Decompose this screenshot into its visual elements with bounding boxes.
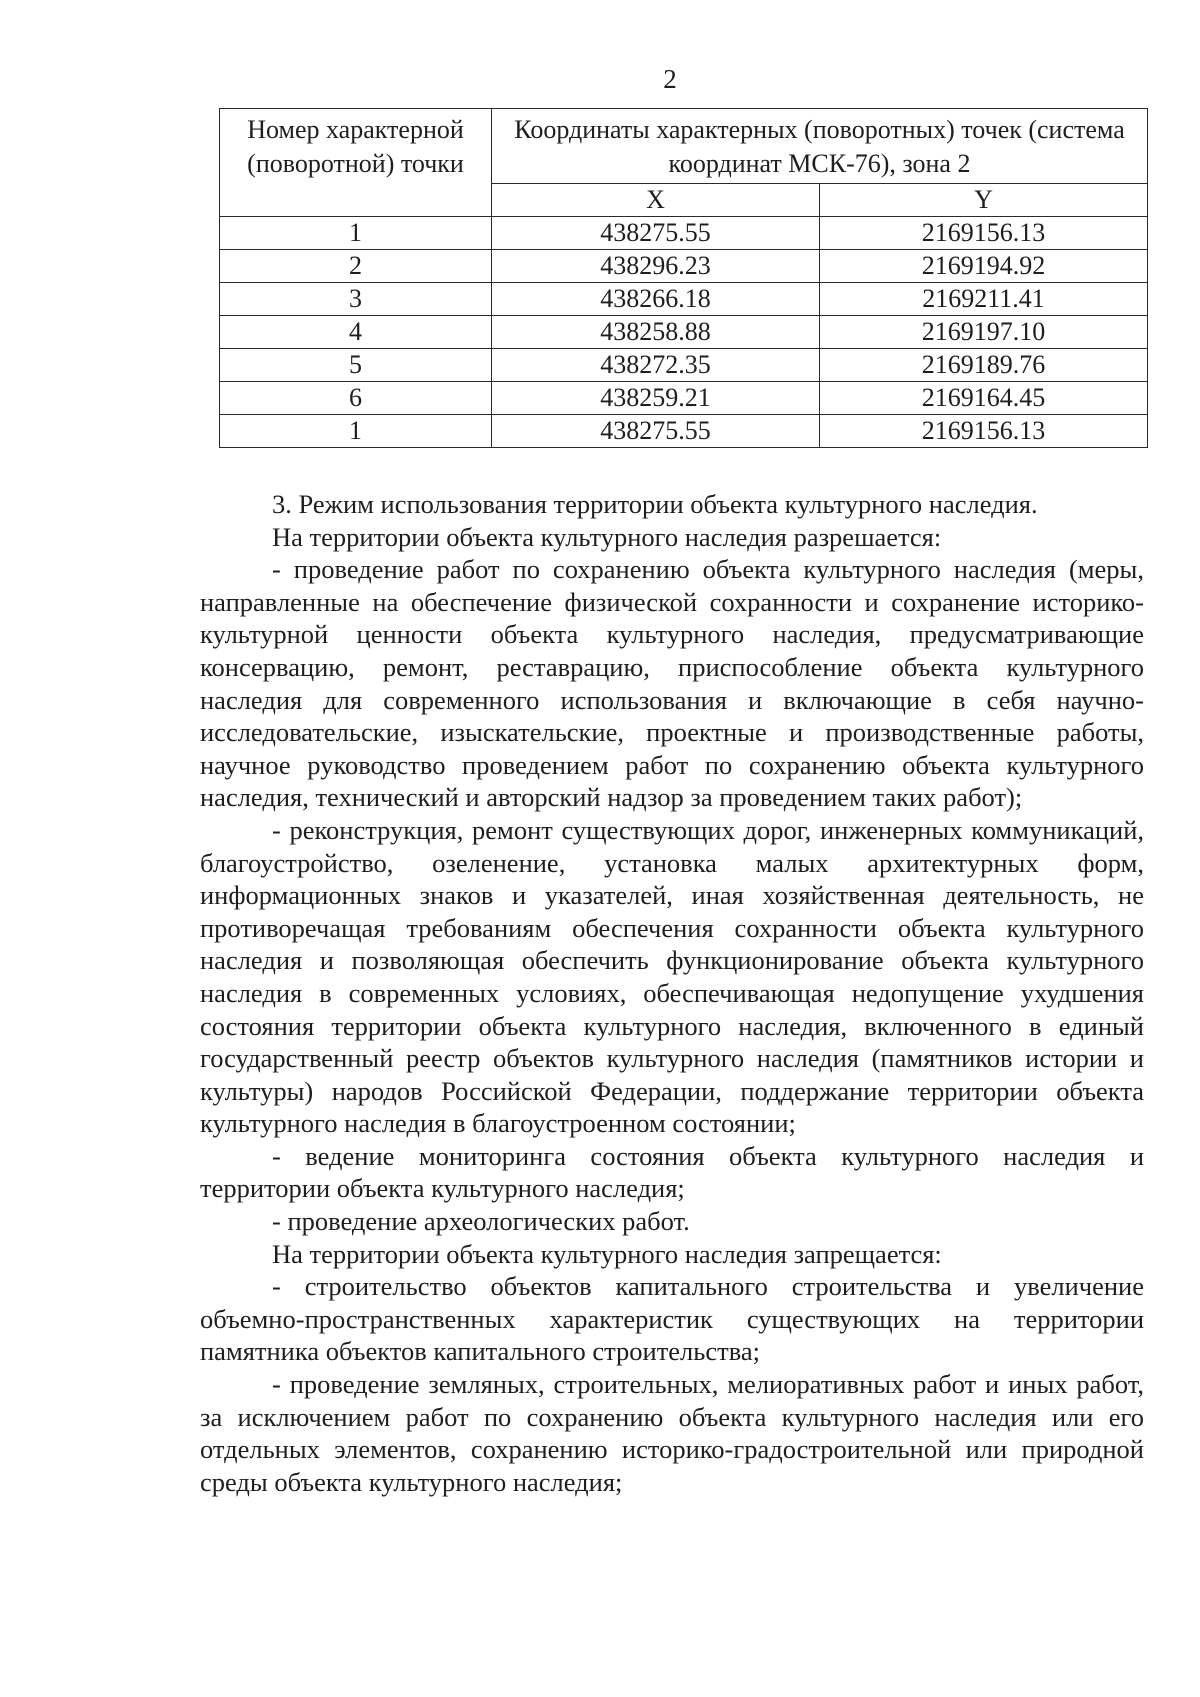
prohibited-intro: На территории объекта культурного наследия запрещается:	[272, 1238, 942, 1269]
coord-x: 438259.21	[492, 382, 820, 415]
coord-x: 438272.35	[492, 349, 820, 382]
page-number: 2	[663, 64, 677, 94]
point-number: 6	[220, 382, 492, 415]
table-row	[220, 415, 1148, 448]
table-row	[220, 217, 1148, 250]
allowed-item: - проведение археологических работ.	[272, 1206, 690, 1237]
coord-y: 2169189.76	[820, 349, 1148, 382]
point-number: 2	[220, 250, 492, 283]
header-y: Y	[820, 184, 1148, 217]
coord-x: 438275.55	[492, 217, 820, 250]
coord-x: 438275.55	[492, 415, 820, 448]
section-heading: 3. Режим использования территории объекта культурного наследия.	[272, 489, 1038, 519]
point-number: 1	[220, 415, 492, 448]
coord-y: 2169197.10	[820, 316, 1148, 349]
table-row	[220, 250, 1148, 283]
prohibited-item: - проведение земляных, строительных, мелиоративных работ и иных работ, за исключением работ по сохранению объекта культурного наследия или его отдельных элементов, сохранению историко-градостроительной или природной среды объекта культурного наследия;	[200, 1369, 1144, 1497]
allowed-item: - ведение мониторинга состояния объекта культурного наследия и территории объекта культурного наследия;	[200, 1140, 1144, 1204]
table-row	[220, 349, 1148, 382]
coord-y: 2169156.13	[820, 217, 1148, 250]
table-row	[220, 382, 1148, 415]
header-x: X	[492, 184, 820, 217]
coord-x: 438258.88	[492, 316, 820, 349]
coordinates-table	[219, 108, 1148, 448]
header-coordinates: Координаты характерных (поворотных) точек (система координат МСК-76), зона 2	[492, 109, 1148, 184]
header-point-number: Номер характерной (поворотной) точки	[220, 109, 492, 217]
prohibited-item: - строительство объектов капитального строительства и увеличение объемно-пространственных характеристик существующих на территории памятника объектов капитального строительства;	[200, 1271, 1144, 1367]
point-number: 4	[220, 316, 492, 349]
coord-y: 2169211.41	[820, 283, 1148, 316]
table-header-row	[220, 109, 1148, 184]
allowed-item: - реконструкция, ремонт существующих дорог, инженерных коммуникаций, благоустройство, озеленение, установка малых архитектурных форм, информационных знаков и указателей, иная хозяйственная деятельность, не противоречащая требованиям обеспечения сохранности объекта культурного наследия и позволяющая обеспечить функционирование объекта культурного наследия в современных условиях, обеспечивающая недопущение ухудшения состояния территории объекта культурного наследия, включенного в единый государственный реестр объектов культурного наследия (памятников истории и культуры) народов Российской Федерации, поддержание территории объекта культурного наследия в благоустроенном состоянии;	[200, 814, 1144, 1139]
coord-y: 2169156.13	[820, 415, 1148, 448]
point-number: 3	[220, 283, 492, 316]
coord-y: 2169164.45	[820, 382, 1148, 415]
document-body	[200, 488, 1144, 1498]
point-number: 1	[220, 217, 492, 250]
allowed-intro: На территории объекта культурного наследия разрешается:	[272, 521, 942, 552]
coord-x: 438266.18	[492, 283, 820, 316]
coord-x: 438296.23	[492, 250, 820, 283]
point-number: 5	[220, 349, 492, 382]
table-row	[220, 283, 1148, 316]
allowed-item: - проведение работ по сохранению объекта культурного наследия (меры, направленные на обеспечение физической сохранности и сохранение историко-культурной ценности объекта культурного наследия, предусматривающие консервацию, ремонт, реставрацию, приспособление объекта культурного наследия для современного использования и включающие в себя научно-исследовательские, изыскательские, проектные и производственные работы, научное руководство проведением работ по сохранению объекта культурного наследия, технический и авторский надзор за проведением таких работ);	[200, 554, 1144, 813]
coord-y: 2169194.92	[820, 250, 1148, 283]
table-row	[220, 316, 1148, 349]
